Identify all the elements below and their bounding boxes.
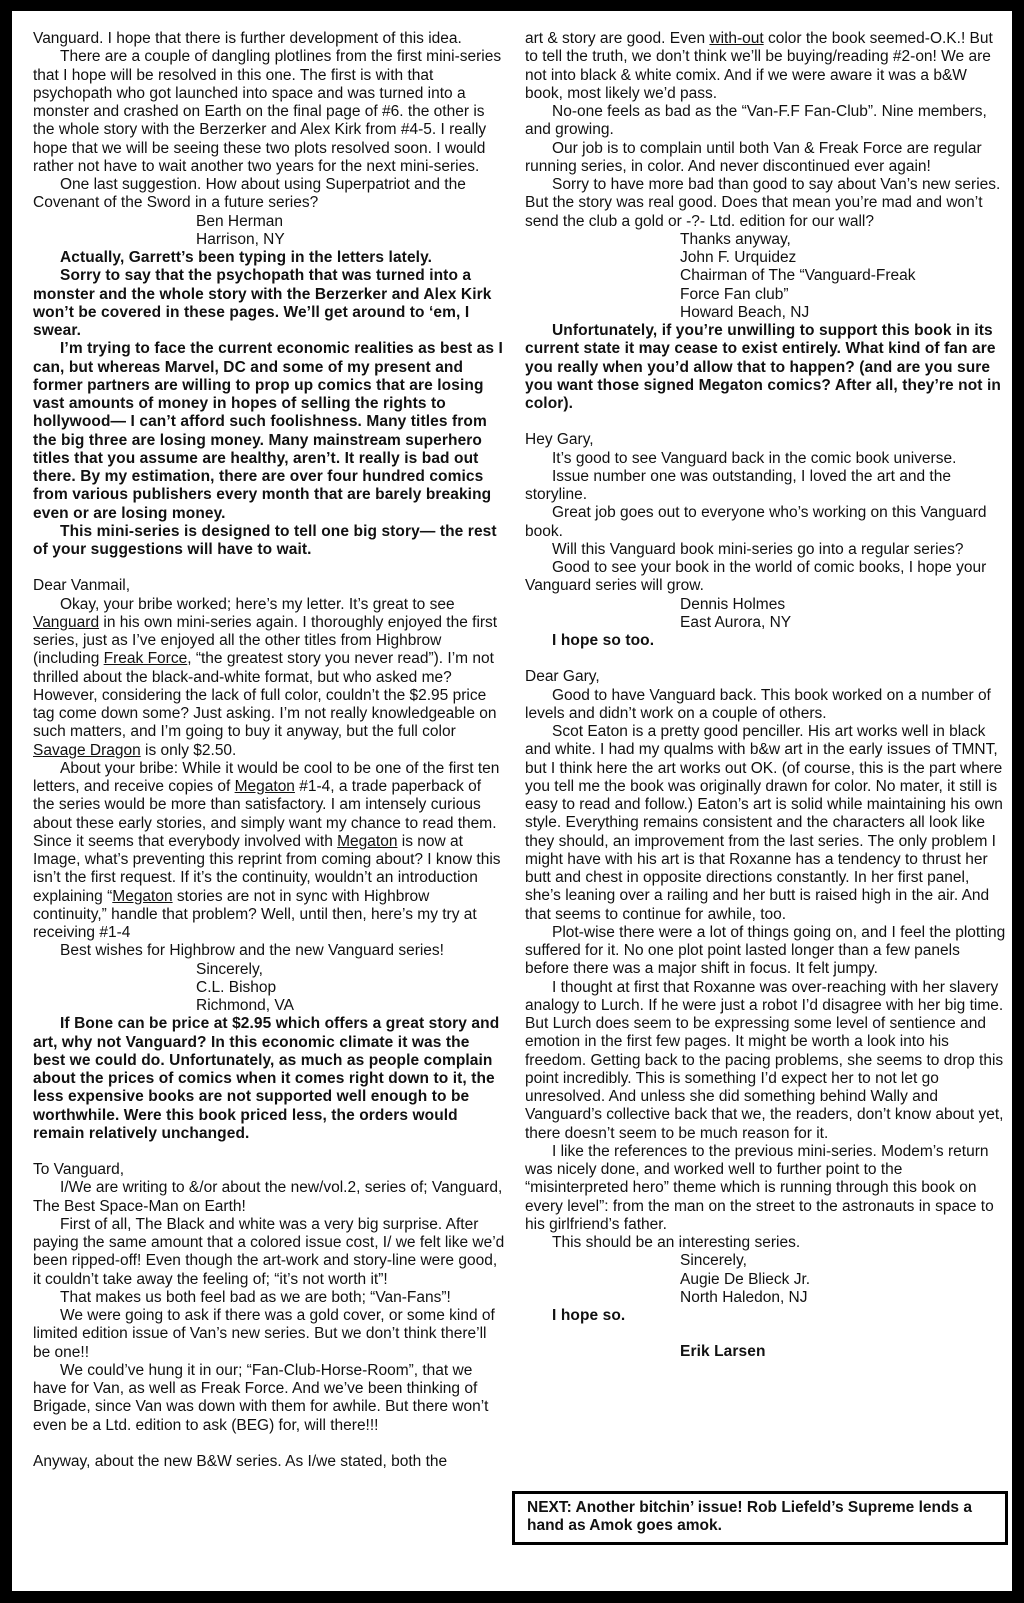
signature-name: Dennis Holmes — [680, 595, 786, 613]
editor-reply: If Bone can be price at $2.95 which offers a great story and art, why not Vanguard? In this economic climate it was the best we could do. Unfortunately, as much as people complain about the prices of comics when it comes right down to it, the less expensive books are not supported well enough to be worthwhile. Were this book priced less, the orders would remain relatively unchanged. — [33, 1015, 500, 1142]
signature-place: Howard Beach, NJ — [680, 303, 810, 321]
emphasis-underline: with-out — [709, 30, 764, 47]
letter-text: Best wishes for Highbrow and the new Vanguard series! — [60, 942, 444, 960]
signature-name: Ben Herman — [196, 212, 284, 230]
editor-reply: This mini-series is designed to tell one big story— the rest of your suggestions will have to wait. — [33, 522, 497, 558]
title-reference: Megaton — [337, 832, 398, 850]
letter-text: No-one feels as bad as the “Van-F.F Fan-Club”. Nine members, and growing. — [525, 103, 987, 139]
letter-text: Scot Eaton is a pretty good penciller. His art works well in black and white. I had my qualms with b&w art in the early issues of TMNT, but I think here the art works out OK. (of course, this is the part where you tell me the book was originally drawn for color. No mater, it still is easy to read and follow.) Eaton’s art is solid while maintaining his own style. Everything remains consistent and the characters all look like they should, an improvement from the last series. The only problem I might have with his art is that Roxanne has a tendency to thrust her butt and chest in opposite directions constantly. In her first panel, she’s leaning over a railing and her butt is raised high in the air. And that seems to continue for awhile, too. — [525, 723, 1003, 923]
letter-text: First of all, The Black and white was a very big surprise. After paying the same amount that a colored issue cost, I/ we felt like we’d been ripped-off! Even though the art-work and story-line were good, it couldn’t take away the feeling of; “it’s not worth it”! — [33, 1215, 505, 1288]
letter-text: This should be an interesting series. — [552, 1234, 801, 1251]
letter-text: Sorry to have more bad than good to say about Van’s new series. But the story was real good. Does that mean you’re mad and won’t send the club a gold or -?- Ltd. edition for our wall? — [525, 176, 1001, 230]
title-reference: Savage Dragon — [33, 741, 141, 759]
letter-text: About your bribe: While it would be cool to be one of the first ten letters, and receive copies of Megaton #1-4, a trade paperback of the series would be more than satisfactory. I am intensely curious about these early stories, and simply want my chance to read them. Since it seems that everybody involved with Megaton is now at Image, what’s preventing this reprint from coming about? I know this isn’t the first request. If it’s the continuity, wouldn’t an introduction explaining “Megaton stories are not in sync with Highbrow continuity,” handle that problem? Well, until then, here’s my try at receiving #1-4 — [33, 759, 501, 941]
letter-text: There are a couple of dangling plotlines from the first mini-series that I hope will be resolved in this one. The first is with that psychopath who got launched into space and was turned into a monster and crashed on Earth on the final page of #6. the other is the whole story with the Berzerker and Alex Kirk from #4-5. I really hope that we will be seeing these two plots resolved soon. I would rather not have to wait another two years for the next mini-series. — [33, 48, 502, 175]
next-issue-text: NEXT: Another bitchin’ issue! Rob Liefeld’s Supreme lends a hand as Amok goes amok. — [527, 1499, 972, 1534]
letter-text: Good to see your book in the world of comic books, I hope your Vanguard series will grow. — [525, 559, 987, 595]
letter-text: I/We are writing to &/or about the new/vol.2, series of; Vanguard, The Best Space-Man on Earth! — [33, 1179, 503, 1215]
title-reference: Megaton — [112, 887, 173, 905]
editor-reply: I hope so. — [552, 1307, 626, 1324]
letters-page — [12, 11, 1012, 1591]
editor-reply: I hope so too. — [552, 632, 655, 649]
signature-close: Thanks anyway, — [680, 230, 791, 248]
signature-name: John F. Urquidez — [680, 249, 797, 266]
letter-text: I like the references to the previous mini-series. Modem’s return was nicely done, and worked well to further point to the “misinterpreted hero” theme which is running through this book on every level”: from the man on the street to the astronauts in space to his girlfriend’s father. — [525, 1142, 994, 1233]
editor-signature: Erik Larsen — [680, 1343, 766, 1361]
title-reference: Vanguard — [33, 613, 100, 631]
letter-salutation: To Vanguard, — [33, 1161, 125, 1178]
signature-place: Richmond, VA — [196, 997, 294, 1014]
signature-place: Harrison, NY — [196, 230, 285, 248]
letter-text: Will this Vanguard book mini-series go into a regular series? — [552, 540, 964, 558]
letter-text: Anyway, about the new B&W series. As I/we stated, both the — [33, 1452, 448, 1470]
right-column — [525, 30, 1007, 1362]
letter-text: That makes us both feel bad as we are both; “Van-Fans”! — [60, 1288, 451, 1306]
letter-text: We could’ve hung it in our; “Fan-Club-Horse-Room”, that we have for Van, as well as Freak Force. And we’ve been thinking of Brigade, since Van was down with them for awhile. But there won’t even be a Ltd. edition to ask (BEG) for, will there!!! — [33, 1361, 489, 1434]
next-issue-box — [512, 1491, 1008, 1545]
signature-place: North Haledon, NJ — [680, 1288, 808, 1306]
letter-text: It’s good to see Vanguard back in the comic book universe. — [552, 449, 957, 467]
signature-close: Sincerely, — [680, 1252, 747, 1270]
letter-text: Our job is to complain until both Van & Freak Force are regular running series, in color. And never discontinued ever again! — [525, 139, 982, 175]
signature-name: C.L. Bishop — [196, 978, 277, 996]
letter-salutation: Hey Gary, — [525, 431, 594, 449]
editor-reply: Sorry to say that the psychopath that was turned into a monster and the whole story with the Berzerker and Alex Kirk won’t be covered in these pages. We’ll get around to ‘em, I swear. — [33, 267, 492, 339]
editor-reply: Actually, Garrett’s been typing in the letters lately. — [60, 249, 433, 266]
letter-text: Vanguard. I hope that there is further development of this idea. — [33, 30, 462, 47]
letter-text: Issue number one was outstanding, I loved the art and the storyline. — [525, 467, 951, 503]
signature-title: Chairman of The “Vanguard-Freak — [680, 267, 916, 285]
signature-title: Force Fan club” — [680, 285, 789, 303]
title-reference: Freak Force — [103, 650, 188, 668]
signature-close: Sincerely, — [196, 960, 263, 978]
letter-text: Okay, your bribe worked; here’s my letter. It’s great to see Vanguard in his own mini-series again. I thoroughly enjoyed the first series, just as I’ve enjoyed all the other titles from Highbrow (including Freak Force, “the greatest story you never read”). I’m not thrilled about the black-and-white format, but who asked me? However, considering the lack of full color, couldn’t the $2.95 price tag come down some? Just asking. I’m not really knowledgeable on such matters, and I’m going to buy it anyway, but the full color Savage Dragon is only $2.50. — [33, 595, 498, 759]
letter-text: One last suggestion. How about using Superpatriot and the Covenant of the Sword in a future series? — [33, 176, 466, 212]
letter-salutation: Dear Vanmail, — [33, 577, 131, 595]
signature-name: Augie De Blieck Jr. — [680, 1270, 811, 1288]
title-reference: Megaton — [234, 778, 295, 795]
letter-text: We were going to ask if there was a gold cover, or some kind of limited edition issue of Van’s new series. But we don’t think there’ll be one!! — [33, 1307, 495, 1361]
letter-text: art & story are good. Even with-out color the book seemed-O.K.! But to tell the truth, we don’t think we’ll be buying/reading #2-on! We are not into black & white comix. And if we were aware it was a b&W book, most likely we’d pass. — [525, 30, 993, 102]
letter-text: Great job goes out to everyone who’s working on this Vanguard book. — [525, 504, 987, 540]
editor-reply: I’m trying to face the current economic realities as best as I can, but whereas Marvel, DC and some of my present and former partners are willing to prop up comics that are losing vast amounts of money in hopes of selling the rights to hollywood— I can’t afford such foolishness. Many titles from the big three are losing money. Many mainstream superhero titles that you assume are healthy, aren’t. It really is bad out there. By my estimation, there are over four hundred comics from various publishers every month that are barely breaking even or are losing money. — [33, 340, 503, 522]
left-column — [33, 30, 505, 1471]
signature-place: East Aurora, NY — [680, 613, 792, 631]
letter-text: I thought at first that Roxanne was over-reaching with her slavery analogy to Lurch. If he were just a robot I’d disagree with her big time. But Lurch does seem to be expressing some level of sentience and emotion in the first few pages. It might be worth a look into his freedom. Getting back to the pacing problems, she seems to drop this point incredibly. This is something I’d expect her to not let go unresolved. And unless she did something behind Wally and Vanguard’s collective back that we, the readers, don’t know about yet, there doesn’t seem to be much reason for it. — [525, 978, 1004, 1142]
letter-text: Good to have Vanguard back. This book worked on a number of levels and didn’t work on a couple of others. — [525, 686, 991, 722]
letter-salutation: Dear Gary, — [525, 668, 600, 686]
letter-text: Plot-wise there were a lot of things going on, and I feel the plotting suffered for it. No one plot point lasted longer than a few panels before there was a major shift in focus. It felt jumpy. — [525, 923, 1006, 978]
editor-reply: Unfortunately, if you’re unwilling to support this book in its current state it may cease to exist entirely. What kind of fan are you really when you’d allow that to happen? (and are you sure you want those signed Megaton comics? After all, they’re not in color). — [525, 322, 1001, 412]
